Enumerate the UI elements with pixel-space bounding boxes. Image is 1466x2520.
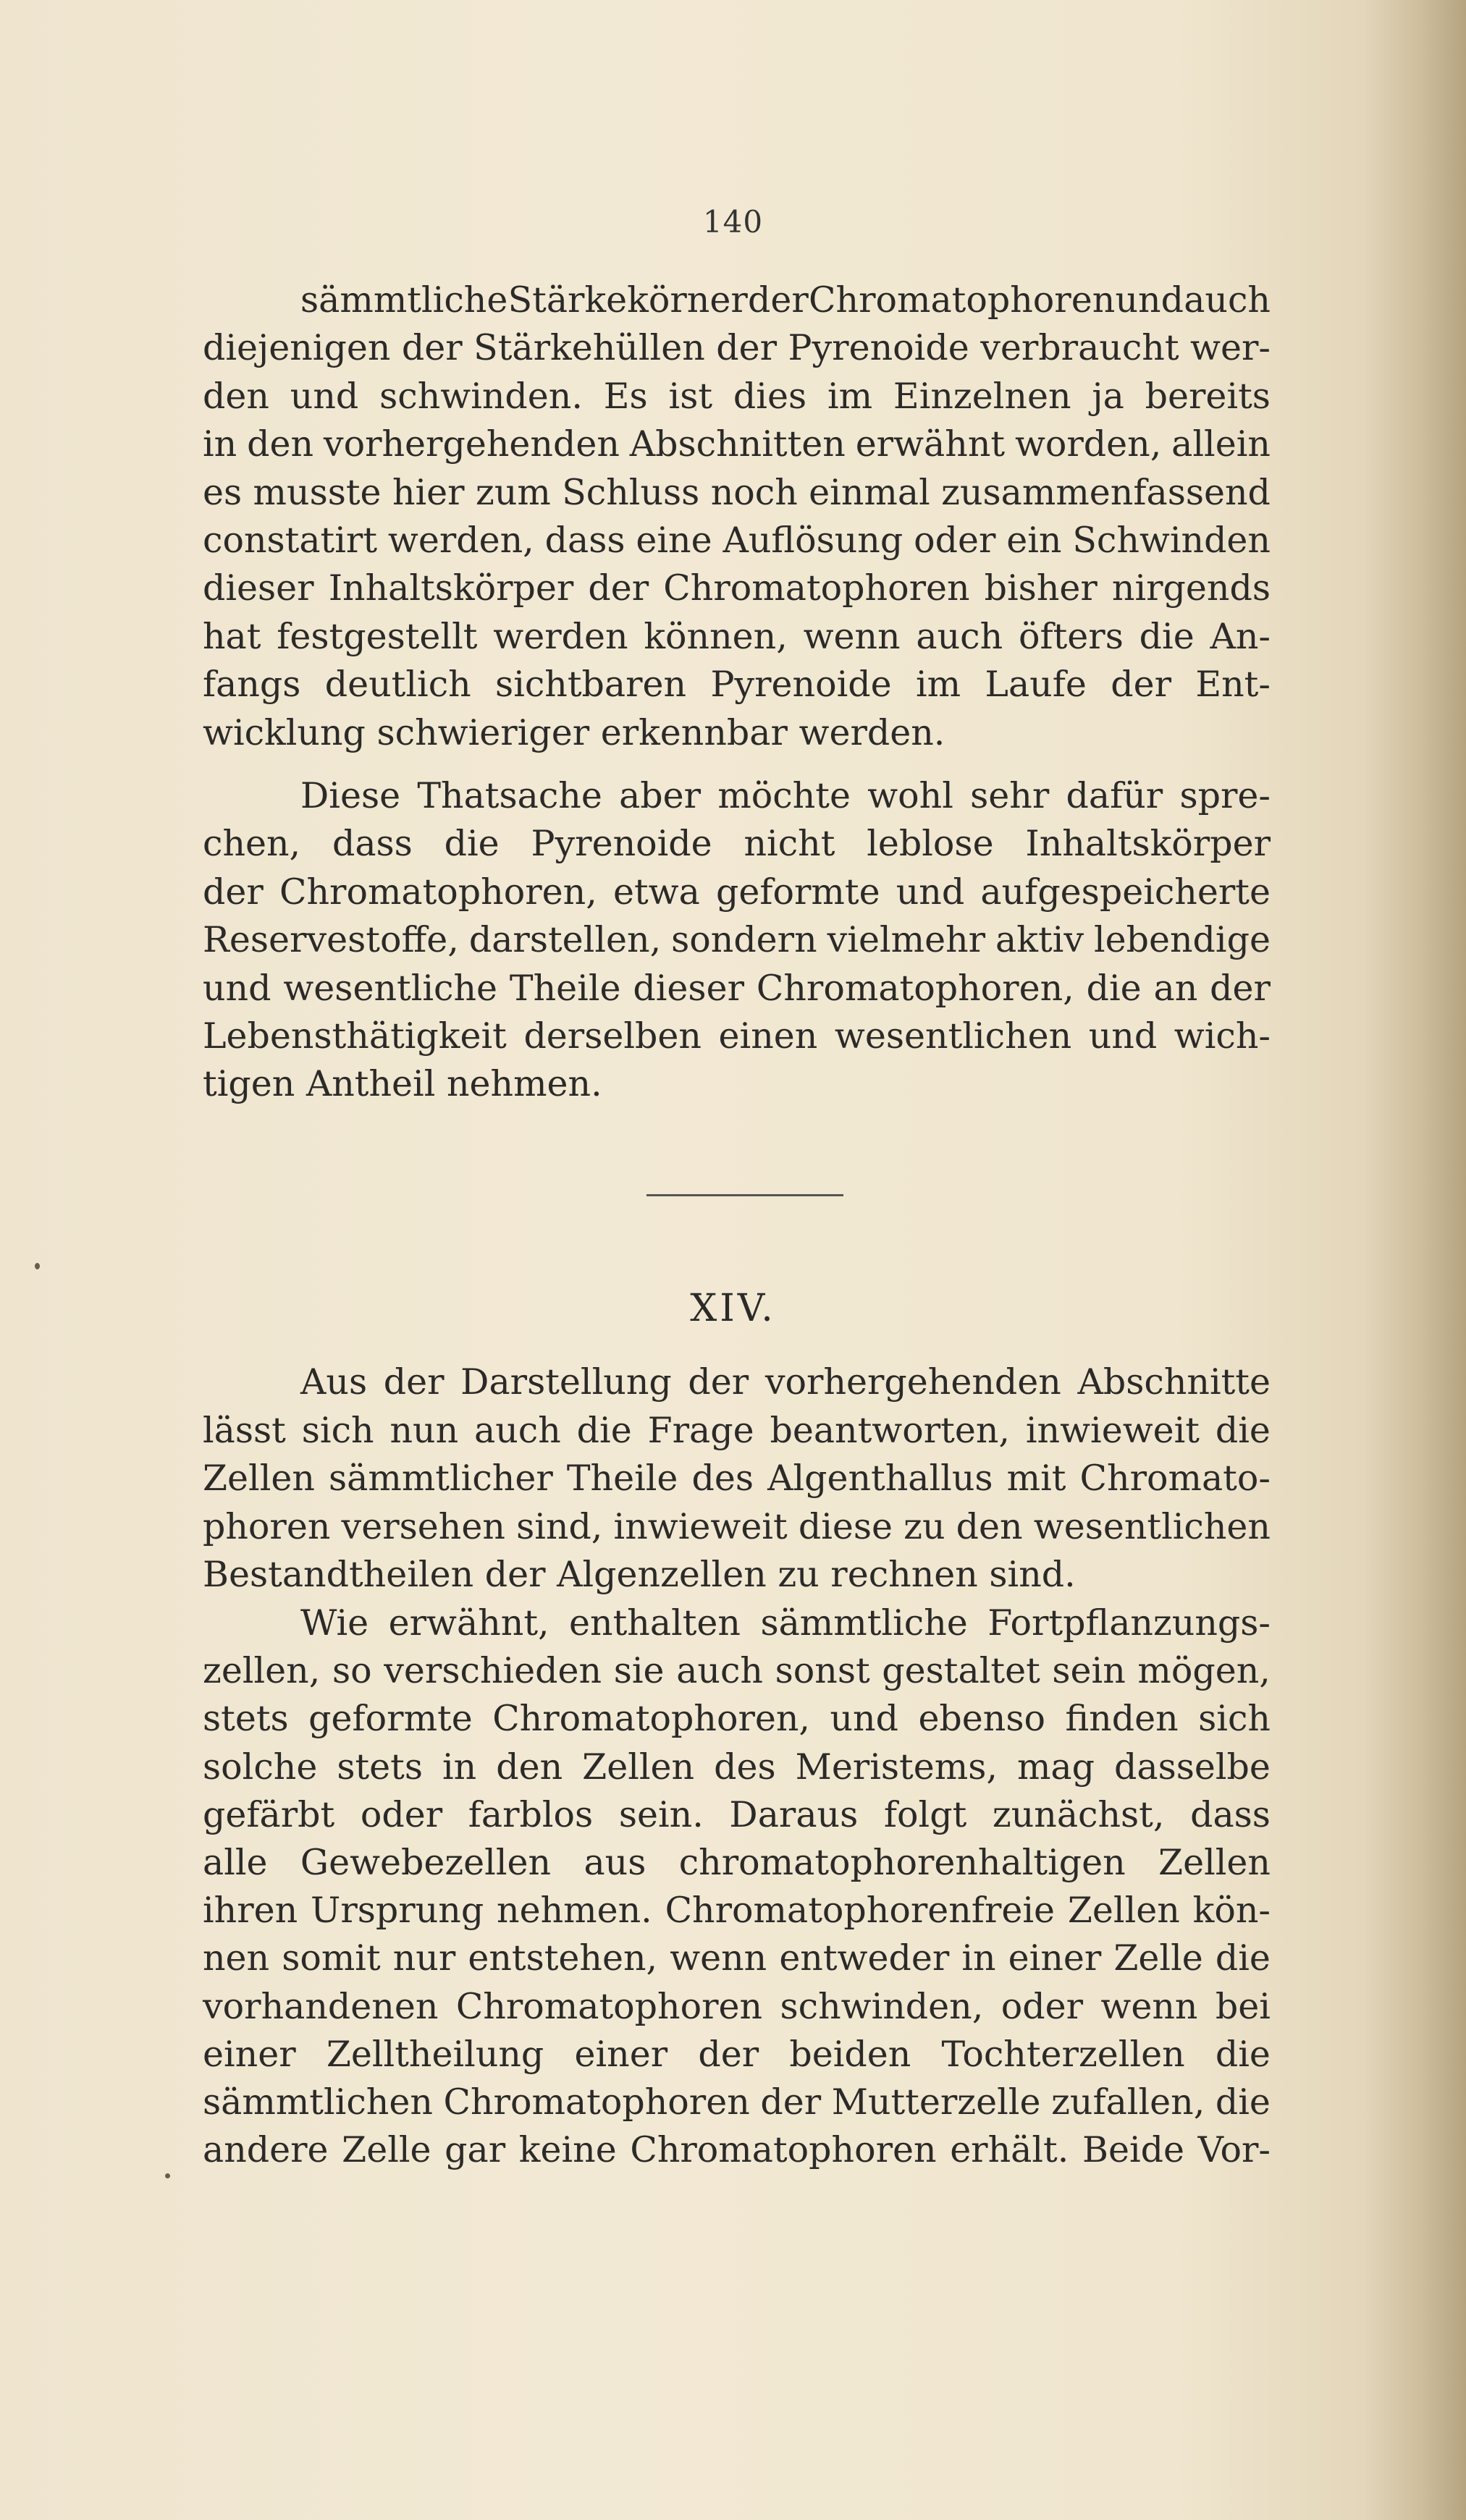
text-line: der Chromatophoren, etwa geformte und aufgespeicherte	[203, 871, 1271, 913]
text-line: Wie erwähnt, enthalten sämmtliche Fortpflanzungs-	[300, 1602, 1271, 1644]
text-line: dieser Inhaltskörper der Chromatophoren bisher nirgends	[203, 567, 1271, 609]
text-line: Bestandtheilen der Algenzellen zu rechnen sind.	[203, 1554, 1076, 1595]
paper-speck	[165, 2173, 170, 2178]
text-line: constatirt werden, dass eine Auflösung oder ein Schwinden	[203, 520, 1271, 561]
text-line: lässt sich nun auch die Frage beantworten, inwieweit die	[203, 1409, 1271, 1451]
text-line: diejenigen der Stärkehüllen der Pyrenoide verbraucht wer-	[203, 327, 1271, 369]
text-line: chen, dass die Pyrenoide nicht leblose Inhaltskörper	[203, 823, 1271, 865]
text-line: einer Zelltheilung einer der beiden Tochterzellen die	[203, 2033, 1271, 2075]
text-line: es musste hier zum Schluss noch einmal zusammenfassend	[203, 471, 1271, 513]
text-line: und wesentliche Theile dieser Chromatophoren, die an der	[203, 967, 1271, 1009]
text-line: fangs deutlich sichtbaren Pyrenoide im Laufe der Ent-	[203, 664, 1271, 706]
text-line: ihren Ursprung nehmen. Chromatophorenfreie Zellen kön-	[203, 1890, 1271, 1932]
text-line: andere Zelle gar keine Chromatophoren erhält. Beide Vor-	[203, 2129, 1271, 2171]
text-line: alle Gewebezellen aus chromatophorenhaltigen Zellen	[203, 1842, 1271, 1883]
text-line: solche stets in den Zellen des Meristems, mag dasselbe	[203, 1746, 1271, 1788]
text-line: tigen Antheil nehmen.	[203, 1063, 602, 1105]
text-line: sämmtlichen Chromatophoren der Mutterzelle zufallen, die	[203, 2081, 1271, 2123]
text-line: in den vorhergehenden Abschnitten erwähnt worden, allein	[203, 423, 1271, 465]
text-line: Zellen sämmtlicher Theile des Algenthallus mit Chromato-	[203, 1458, 1271, 1499]
text-line: wicklung schwieriger erkennbar werden.	[203, 711, 945, 753]
section-heading: XIV.	[690, 1287, 776, 1330]
paper-speck	[35, 1263, 40, 1269]
text-line: nen somit nur entstehen, wenn entweder in einer Zelle die	[203, 1937, 1271, 1979]
section-divider	[646, 1194, 843, 1196]
text-line: den und schwinden. Es ist dies im Einzelnen ja bereits	[203, 375, 1271, 417]
text-line: phoren versehen sind, inwieweit diese zu den wesentlichen	[203, 1505, 1271, 1547]
page-number: 140	[702, 204, 764, 240]
text-line: Diese Thatsache aber möchte wohl sehr dafür spre-	[300, 775, 1271, 816]
text-line: sämmtliche Stärkekörner der Chromatophoren und auch	[300, 279, 1271, 321]
text-line: Aus der Darstellung der vorhergehenden Abschnitte	[300, 1361, 1271, 1403]
text-line: hat festgestellt werden können, wenn auch öfters die An-	[203, 615, 1271, 657]
text-line: zellen, so verschieden sie auch sonst gestaltet sein mögen,	[203, 1650, 1271, 1692]
text-line: gefärbt oder farblos sein. Daraus folgt zunächst, dass	[203, 1793, 1271, 1835]
text-line: Reservestoffe, darstellen, sondern vielmehr aktiv lebendige	[203, 919, 1271, 961]
text-line: Lebensthätigkeit derselben einen wesentlichen und wich-	[203, 1015, 1271, 1057]
text-line: vorhandenen Chromatophoren schwinden, oder wenn bei	[203, 1985, 1271, 2027]
text-line: stets geformte Chromatophoren, und ebenso finden sich	[203, 1698, 1271, 1740]
